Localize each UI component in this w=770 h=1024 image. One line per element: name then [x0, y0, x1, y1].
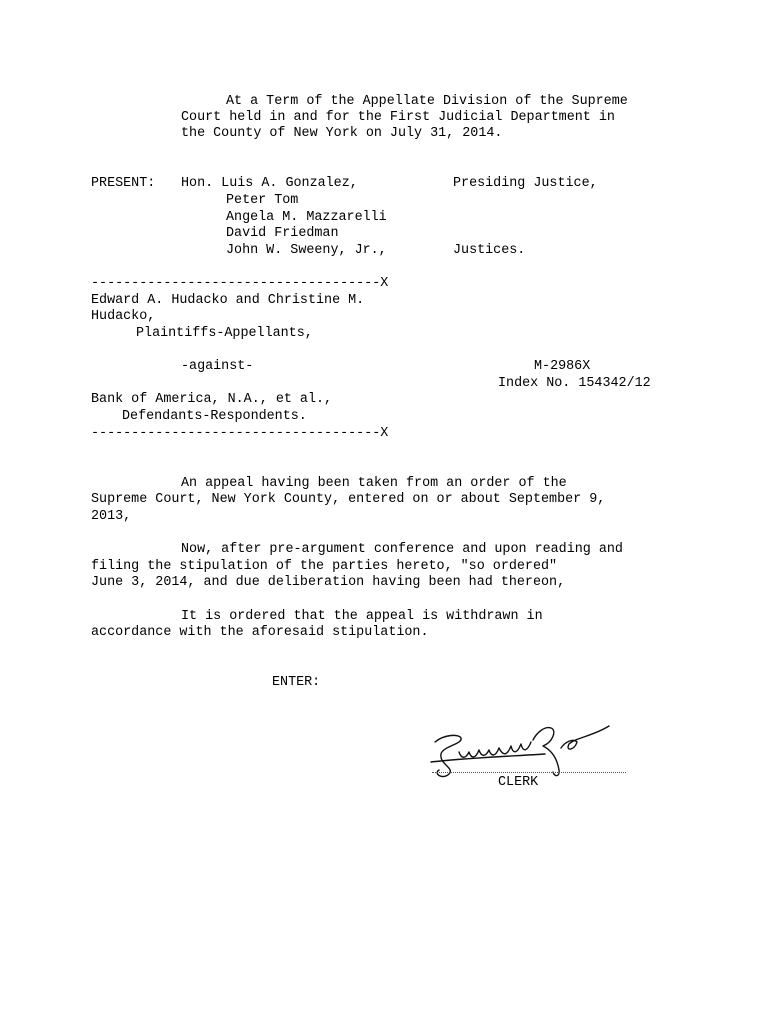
index-number: Index No. 154342/12	[498, 376, 651, 391]
paragraph-2-line-1: Now, after pre-argument conference and upon reading and	[181, 542, 623, 557]
paragraph-1-line-1: An appeal having been taken from an order of the	[181, 476, 567, 491]
judge-name: Hon. Luis A. Gonzalez,	[181, 176, 358, 191]
plaintiffs-line-1: Edward A. Hudacko and Christine M.	[91, 293, 365, 308]
signature-line	[432, 772, 626, 773]
plaintiffs-role: Plaintiffs-Appellants,	[136, 326, 313, 341]
judge-name: David Friedman	[226, 226, 339, 241]
paragraph-3-line-2: accordance with the aforesaid stipulation.	[91, 625, 429, 640]
header-line-1: At a Term of the Appellate Division of the Supreme	[226, 94, 628, 109]
against-label: -against-	[181, 359, 254, 374]
defendants-line: Bank of America, N.A., et al.,	[91, 392, 333, 407]
paragraph-1-line-2: Supreme Court, New York County, entered on or about September 9,	[91, 492, 606, 507]
caption-divider-top: ------------------------------------X	[91, 276, 389, 291]
justices-title: Justices.	[453, 243, 526, 258]
judge-name: John W. Sweeny, Jr.,	[226, 243, 387, 258]
header-line-3: the County of New York on July 31, 2014.	[181, 126, 503, 141]
clerk-label: CLERK	[498, 775, 539, 790]
presiding-justice-title: Presiding Justice,	[453, 176, 598, 191]
judge-name: Angela M. Mazzarelli	[226, 210, 387, 225]
plaintiffs-line-2: Hudacko,	[91, 309, 156, 324]
defendants-role: Defendants-Respondents.	[122, 409, 307, 424]
present-label: PRESENT:	[91, 176, 156, 191]
paragraph-1-line-3: 2013,	[91, 509, 132, 524]
enter-label: ENTER:	[272, 675, 321, 690]
paragraph-3-line-1: It is ordered that the appeal is withdrawn in	[181, 609, 543, 624]
header-line-2: Court held in and for the First Judicial Department in	[181, 110, 615, 125]
judge-name: Peter Tom	[226, 193, 299, 208]
paragraph-2-line-2: filing the stipulation of the parties hereto, "so ordered"	[91, 559, 558, 574]
paragraph-2-line-3: June 3, 2014, and due deliberation having been had thereon,	[91, 575, 566, 590]
motion-number: M-2986X	[534, 359, 591, 374]
caption-divider-bottom: ------------------------------------X	[91, 426, 389, 441]
